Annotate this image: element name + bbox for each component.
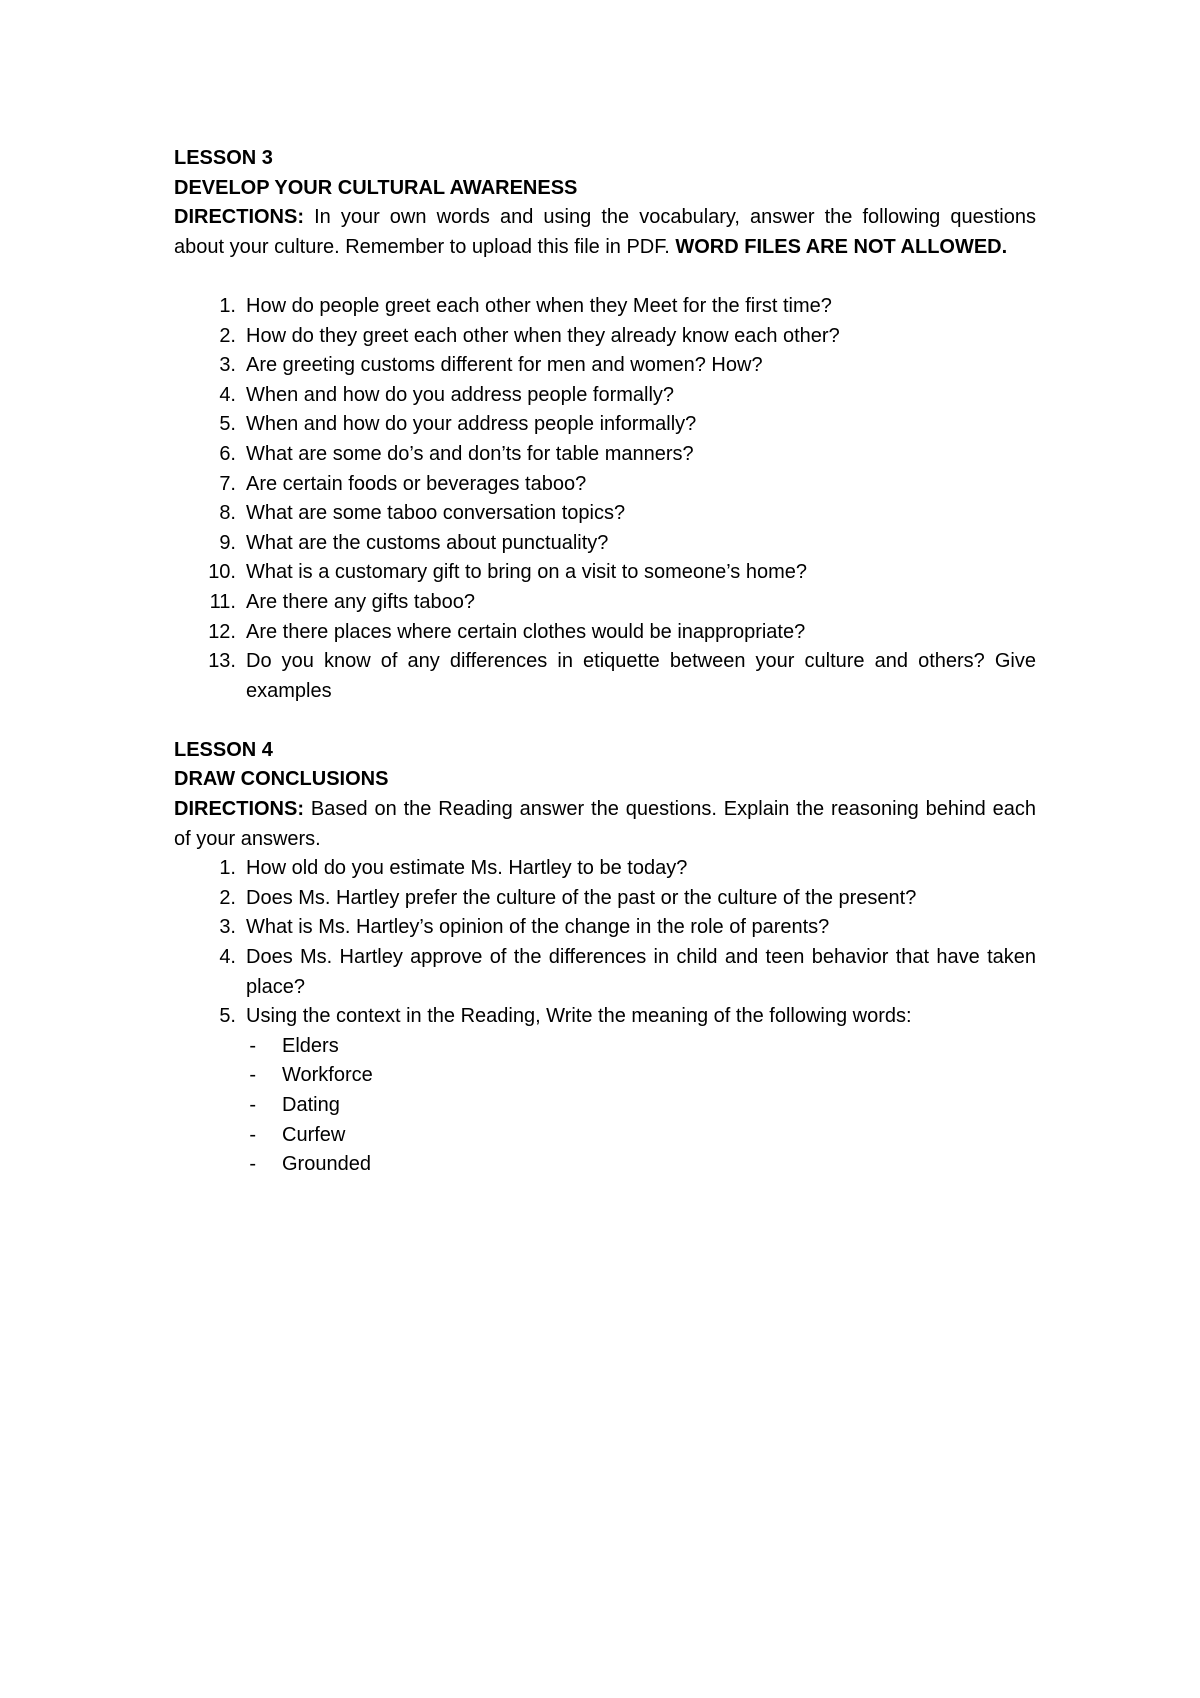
question-text: When and how do you address people formally?: [246, 383, 675, 406]
list-item: [174, 1032, 1036, 1062]
question-text: What are the customs about punctuality?: [246, 531, 609, 554]
list-item: [174, 943, 1036, 1002]
list-item: [174, 410, 1036, 440]
list-item: [174, 884, 1036, 914]
question-number: 7.: [219, 472, 236, 495]
vocabulary-word: Curfew: [282, 1123, 346, 1146]
vocabulary-word: Dating: [282, 1094, 340, 1116]
list-item: [174, 1091, 1036, 1121]
list-item: [174, 292, 1036, 322]
lesson4-question-list: [174, 854, 1036, 1032]
list-item: [174, 322, 1036, 352]
lesson3-directions-text: In your own words and using the vocabulary, answer the following questions about your culture. Remember to upload this file in PDF.: [174, 206, 1036, 258]
question-text: Are there any gifts taboo?: [246, 590, 476, 613]
lesson4-heading: LESSON 4: [174, 738, 273, 761]
lesson4-directions: [174, 795, 1036, 854]
question-text: When and how do your address people informally?: [246, 413, 697, 436]
list-item: [174, 647, 1036, 706]
lesson3-heading: LESSON 3: [174, 147, 273, 169]
question-number: 11.: [209, 590, 236, 613]
vocabulary-word: Workforce: [282, 1064, 373, 1087]
lesson3-question-list: [174, 292, 1036, 706]
question-text: How do they greet each other when they already know each other?: [246, 324, 840, 347]
lesson3-directions-label: DIRECTIONS:: [174, 206, 304, 229]
document-page: [174, 144, 1036, 1180]
list-item: [174, 470, 1036, 500]
vocabulary-word: Grounded: [282, 1153, 371, 1176]
list-item: [174, 529, 1036, 559]
question-number: 3.: [219, 916, 236, 939]
list-item: [174, 913, 1036, 943]
question-number: 5.: [219, 413, 236, 436]
list-item: [174, 558, 1036, 588]
spacer: [174, 262, 1036, 292]
question-number: 12.: [208, 620, 236, 643]
question-number: 1.: [219, 294, 236, 317]
question-number: 6.: [219, 442, 236, 465]
question-number: 13.: [208, 650, 236, 673]
question-text: What is Ms. Hartley’s opinion of the change in the role of parents?: [246, 916, 830, 939]
vocabulary-word: Elders: [282, 1034, 339, 1057]
dash-bullet: -: [249, 1153, 256, 1176]
lesson3-directions: [174, 203, 1036, 262]
question-text: Are there places where certain clothes would be inappropriate?: [246, 620, 806, 643]
spacer: [174, 706, 1036, 736]
question-text: Using the context in the Reading, Write the meaning of the following words:: [246, 1005, 912, 1028]
dash-bullet: -: [249, 1064, 256, 1087]
question-text: Does Ms. Hartley prefer the culture of the past or the culture of the present?: [246, 886, 917, 909]
question-text: What are some do’s and don’ts for table manners?: [246, 442, 694, 465]
question-text: Are certain foods or beverages taboo?: [246, 472, 587, 495]
question-text: How do people greet each other when they Meet for the first time?: [246, 294, 832, 317]
lesson3-subheading: DEVELOP YOUR CULTURAL AWARENESS: [174, 176, 578, 199]
lesson4-directions-text: Based on the Reading answer the questions. Explain the reasoning behind each of your answers.: [174, 798, 1036, 850]
dash-bullet: -: [249, 1034, 256, 1057]
question-text: Do you know of any differences in etiquette between your culture and others? Give examples: [246, 650, 1036, 702]
lesson3-directions-warning: WORD FILES ARE NOT ALLOWED.: [675, 235, 1008, 258]
lesson4-directions-label: DIRECTIONS:: [174, 798, 304, 821]
question-text: Does Ms. Hartley approve of the differences in child and teen behavior that have taken place?: [246, 946, 1036, 998]
question-number: 4.: [219, 383, 236, 406]
list-item: [174, 854, 1036, 884]
list-item: [174, 1061, 1036, 1091]
question-number: 1.: [219, 857, 236, 880]
question-text: Are greeting customs different for men and women? How?: [246, 354, 763, 377]
lesson4-subheading: DRAW CONCLUSIONS: [174, 768, 389, 791]
dash-bullet: -: [249, 1123, 256, 1146]
question-number: 9.: [219, 531, 236, 554]
question-number: 2.: [219, 324, 236, 347]
list-item: [174, 1002, 1036, 1032]
list-item: [174, 440, 1036, 470]
list-item: [174, 1121, 1036, 1151]
question-number: 4.: [219, 946, 236, 969]
dash-bullet: -: [249, 1094, 256, 1116]
list-item: [174, 351, 1036, 381]
list-item: [174, 499, 1036, 529]
question-text: What is a customary gift to bring on a visit to someone’s home?: [246, 561, 808, 584]
list-item: [174, 618, 1036, 648]
question-number: 8.: [219, 502, 236, 525]
question-number: 10.: [208, 561, 236, 584]
list-item: [174, 588, 1036, 618]
question-text: How old do you estimate Ms. Hartley to be today?: [246, 857, 688, 880]
question-number: 3.: [219, 354, 236, 377]
question-number: 2.: [219, 886, 236, 909]
vocabulary-word-list: [174, 1032, 1036, 1180]
list-item: [174, 381, 1036, 411]
question-number: 5.: [219, 1005, 236, 1028]
list-item: [174, 1150, 1036, 1180]
question-text: What are some taboo conversation topics?: [246, 502, 626, 525]
